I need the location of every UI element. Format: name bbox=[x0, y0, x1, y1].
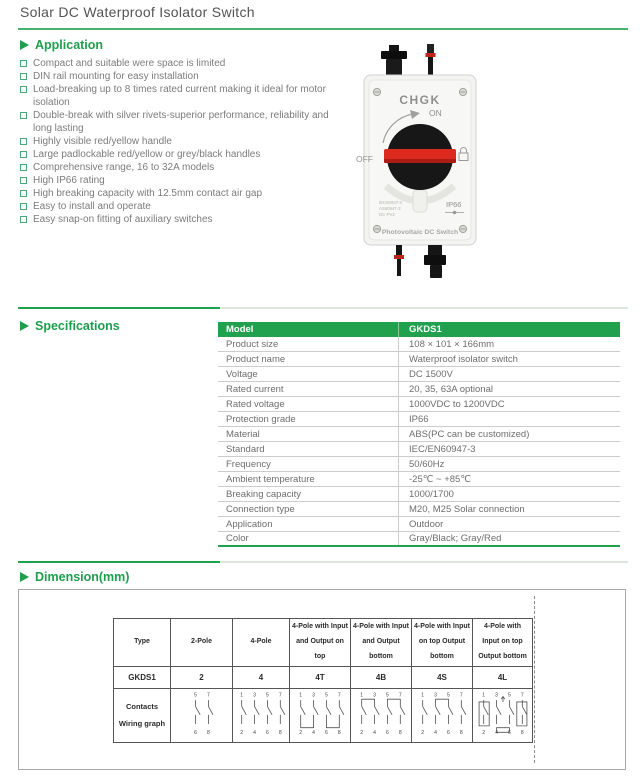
checkbox-icon bbox=[20, 164, 27, 171]
specifications-divider bbox=[18, 307, 628, 309]
svg-text:2: 2 bbox=[299, 730, 303, 736]
svg-text:5: 5 bbox=[325, 692, 328, 699]
dimension-model-cell: 2 bbox=[171, 667, 233, 689]
wiring-diagram-icon bbox=[477, 690, 529, 736]
application-item bbox=[20, 174, 342, 187]
dimension-heading-label: Dimension(mm) bbox=[35, 570, 130, 584]
spec-value: 108 × 101 × 166mm bbox=[398, 337, 620, 351]
wiring-cell bbox=[290, 689, 351, 743]
svg-text:2: 2 bbox=[481, 730, 485, 736]
application-item bbox=[20, 148, 342, 161]
spec-row bbox=[218, 472, 620, 487]
svg-text:7: 7 bbox=[520, 692, 524, 699]
application-item-text: Load-breaking up to 8 times rated current making it ideal for motor isolation bbox=[33, 84, 326, 108]
svg-text:1: 1 bbox=[240, 692, 244, 699]
dimension-column-header: 2-Pole bbox=[171, 619, 233, 667]
spec-value: DC 1500V bbox=[398, 367, 620, 381]
application-heading-label: Application bbox=[35, 38, 104, 52]
svg-text:6: 6 bbox=[447, 730, 450, 736]
svg-text:7: 7 bbox=[278, 692, 282, 699]
dimension-model-cell: GKDS1 bbox=[114, 667, 171, 689]
spec-label: Voltage bbox=[226, 368, 258, 380]
specifications-heading bbox=[20, 319, 120, 333]
application-item-text: Easy to install and operate bbox=[33, 201, 151, 212]
dimension-dashed-line bbox=[534, 596, 535, 763]
svg-text:5: 5 bbox=[447, 692, 450, 699]
cert-line-1: IEC60947-3 bbox=[379, 200, 402, 205]
dimension-model-cell: 4 bbox=[233, 667, 290, 689]
spec-row bbox=[218, 382, 620, 397]
svg-text:8: 8 bbox=[337, 730, 341, 736]
dimension-divider bbox=[18, 561, 628, 563]
spec-header-label: Model bbox=[226, 324, 254, 335]
section-arrow-icon bbox=[20, 321, 29, 331]
svg-text:7: 7 bbox=[398, 692, 402, 699]
dimension-column-header: 4-Pole bbox=[233, 619, 290, 667]
page-title: Solar DC Waterproof Isolator Switch bbox=[20, 4, 255, 20]
dimension-column-header: 4-Pole with Input and Output bottom bbox=[351, 619, 412, 667]
mc4-connector-top-left-icon bbox=[381, 45, 407, 76]
svg-text:1: 1 bbox=[421, 692, 425, 699]
spec-row bbox=[218, 352, 620, 367]
checkbox-icon bbox=[20, 138, 27, 145]
svg-text:6: 6 bbox=[507, 730, 511, 736]
svg-text:6: 6 bbox=[386, 730, 389, 736]
knob-handle-shadow bbox=[384, 159, 456, 163]
brand-label: CHGK bbox=[399, 93, 441, 107]
svg-text:8: 8 bbox=[206, 730, 210, 736]
spec-row bbox=[218, 457, 620, 472]
contacts-label-line1: Contacts bbox=[125, 702, 159, 711]
svg-text:3: 3 bbox=[494, 692, 498, 699]
checkbox-icon bbox=[20, 86, 27, 93]
wiring-cell bbox=[473, 689, 533, 743]
spec-value: -25℃ ~ +85℃ bbox=[398, 472, 620, 486]
spec-value: Gray/Black; Gray/Red bbox=[398, 532, 620, 545]
mc4-connector-bottom-right-icon bbox=[424, 245, 446, 278]
application-item-text: Easy snap-on fitting of auxiliary switches bbox=[33, 214, 213, 225]
svg-text:4: 4 bbox=[312, 730, 315, 736]
wiring-cell bbox=[171, 689, 233, 743]
dimension-column-header: Type bbox=[114, 619, 171, 667]
spec-value: ABS(PC can be customized) bbox=[398, 427, 620, 441]
spec-label: Product size bbox=[226, 338, 279, 350]
spec-header-value: GKDS1 bbox=[398, 322, 620, 337]
checkbox-icon bbox=[20, 112, 27, 119]
pv-connector-bottom-left-icon bbox=[394, 245, 404, 276]
spec-value: IEC/EN60947-3 bbox=[398, 442, 620, 456]
spec-row bbox=[218, 502, 620, 517]
contacts-label-line2: Wiring graph bbox=[118, 718, 166, 728]
svg-text:2: 2 bbox=[421, 730, 425, 736]
svg-text:7: 7 bbox=[459, 692, 463, 699]
svg-text:8: 8 bbox=[459, 730, 463, 736]
svg-text:3: 3 bbox=[253, 692, 256, 699]
ip66-label: IP66 bbox=[446, 200, 462, 209]
application-item bbox=[20, 161, 342, 174]
spec-label: Product name bbox=[226, 353, 286, 365]
svg-text:6: 6 bbox=[266, 730, 269, 736]
wiring-diagram-icon bbox=[294, 690, 346, 736]
checkbox-icon bbox=[20, 203, 27, 210]
svg-text:8: 8 bbox=[398, 730, 402, 736]
spec-row bbox=[218, 397, 620, 412]
spec-label: Protection grade bbox=[226, 413, 296, 425]
svg-text:3: 3 bbox=[312, 692, 315, 699]
svg-text:7: 7 bbox=[337, 692, 341, 699]
svg-text:4: 4 bbox=[373, 730, 376, 736]
wiring-diagram-icon bbox=[355, 690, 407, 736]
dimension-column-header: 4-Pole with Input on top Output bottom bbox=[473, 619, 533, 667]
svg-text:8: 8 bbox=[278, 730, 282, 736]
checkbox-icon bbox=[20, 73, 27, 80]
checkbox-icon bbox=[20, 216, 27, 223]
spec-value: 1000/1700 bbox=[398, 487, 620, 501]
spec-value: IP66 bbox=[398, 412, 620, 426]
wiring-cell bbox=[233, 689, 290, 743]
spec-header-row bbox=[218, 322, 620, 337]
application-item-text: High IP66 rating bbox=[33, 175, 105, 186]
product-image bbox=[350, 44, 518, 282]
application-item-text: DIN rail mounting for easy installation bbox=[33, 71, 199, 82]
spec-label: Breaking capacity bbox=[226, 488, 301, 500]
wiring-diagram-icon bbox=[235, 690, 287, 736]
title-divider bbox=[18, 28, 628, 30]
svg-text:5: 5 bbox=[507, 692, 511, 699]
spec-row bbox=[218, 367, 620, 382]
spec-label: Standard bbox=[226, 443, 265, 455]
svg-text:7: 7 bbox=[206, 692, 210, 699]
checkbox-icon bbox=[20, 190, 27, 197]
svg-text:1: 1 bbox=[481, 692, 485, 699]
application-item-text: Comprehensive range, 16 to 32A models bbox=[33, 162, 215, 173]
knob-stem bbox=[413, 190, 427, 212]
svg-text:8: 8 bbox=[520, 730, 524, 736]
spec-label: Connection type bbox=[226, 503, 295, 515]
spec-row bbox=[218, 412, 620, 427]
svg-text:5: 5 bbox=[193, 692, 197, 699]
dimension-model-cell: 4T bbox=[290, 667, 351, 689]
off-label: OFF bbox=[356, 154, 373, 164]
spec-label: Color bbox=[226, 533, 249, 544]
application-item bbox=[20, 83, 342, 109]
spec-row bbox=[218, 532, 620, 547]
spec-value: 1000VDC to 1200VDC bbox=[398, 397, 620, 411]
section-arrow-icon bbox=[20, 40, 29, 50]
on-label: ON bbox=[429, 108, 442, 118]
application-item bbox=[20, 213, 342, 226]
spec-label: Application bbox=[226, 518, 273, 530]
wiring-cell bbox=[412, 689, 473, 743]
wiring-diagram-icon bbox=[416, 690, 468, 736]
specifications-heading-label: Specifications bbox=[35, 319, 120, 333]
dimension-heading bbox=[20, 570, 129, 584]
dimension-model-cell: 4S bbox=[412, 667, 473, 689]
checkbox-icon bbox=[20, 60, 27, 67]
application-item-text: Large padlockable red/yellow or grey/black handles bbox=[33, 149, 261, 160]
wiring-cell bbox=[351, 689, 412, 743]
application-item-text: High breaking capacity with 12.5mm contact air gap bbox=[33, 188, 263, 199]
spec-value: Waterproof isolator switch bbox=[398, 352, 620, 366]
svg-text:4: 4 bbox=[253, 730, 256, 736]
dimension-table bbox=[113, 618, 533, 743]
svg-text:3: 3 bbox=[434, 692, 437, 699]
checkbox-icon bbox=[20, 151, 27, 158]
spec-label: Rated voltage bbox=[226, 398, 285, 410]
device-caption: Photovoltaic DC Switch bbox=[381, 229, 459, 236]
svg-text:4: 4 bbox=[434, 730, 437, 736]
spec-row bbox=[218, 517, 620, 532]
spec-value: Outdoor bbox=[398, 517, 620, 531]
application-item bbox=[20, 57, 342, 70]
application-item bbox=[20, 187, 342, 200]
application-item-text: Highly visible red/yellow handle bbox=[33, 136, 172, 147]
dimension-box bbox=[18, 589, 626, 770]
spec-row bbox=[218, 442, 620, 457]
svg-text:5: 5 bbox=[266, 692, 269, 699]
cert-line-2: AS60947-3 bbox=[379, 206, 401, 211]
dimension-header-row bbox=[114, 619, 533, 667]
dimension-model-row bbox=[114, 667, 533, 689]
spec-label: Ambient temperature bbox=[226, 473, 315, 485]
application-heading bbox=[20, 38, 103, 52]
svg-text:3: 3 bbox=[373, 692, 376, 699]
spec-row bbox=[218, 427, 620, 442]
specifications-table bbox=[218, 322, 620, 547]
wiring-diagram-icon bbox=[176, 690, 228, 736]
dimension-model-cell: 4B bbox=[351, 667, 412, 689]
spec-label: Frequency bbox=[226, 458, 271, 470]
svg-text:6: 6 bbox=[325, 730, 328, 736]
spec-row bbox=[218, 487, 620, 502]
spec-row bbox=[218, 337, 620, 352]
checkbox-icon bbox=[20, 177, 27, 184]
application-list bbox=[20, 57, 342, 226]
spec-value: M20, M25 Solar connection bbox=[398, 502, 620, 516]
svg-text:6: 6 bbox=[193, 730, 197, 736]
spec-value: 50/60Hz bbox=[398, 457, 620, 471]
cert-line-3: DC-PV2 bbox=[379, 212, 395, 217]
spec-label: Rated current bbox=[226, 383, 284, 395]
svg-text:2: 2 bbox=[360, 730, 364, 736]
svg-text:1: 1 bbox=[360, 692, 364, 699]
dimension-model-cell: 4L bbox=[473, 667, 533, 689]
section-arrow-icon bbox=[20, 572, 29, 582]
application-item-text: Compact and suitable were space is limited bbox=[33, 58, 226, 69]
dimension-contacts-row bbox=[114, 689, 533, 743]
svg-text:5: 5 bbox=[386, 692, 389, 699]
application-item bbox=[20, 135, 342, 148]
svg-text:1: 1 bbox=[299, 692, 303, 699]
spec-label: Material bbox=[226, 428, 260, 440]
application-item bbox=[20, 109, 342, 135]
pv-connector-top-right-icon bbox=[426, 44, 436, 76]
application-item bbox=[20, 70, 342, 83]
svg-text:4: 4 bbox=[494, 730, 498, 736]
application-item-text: Double-break with silver rivets-superior performance, reliability and long lasting bbox=[33, 110, 329, 134]
svg-text:2: 2 bbox=[240, 730, 244, 736]
dimension-column-header: 4-Pole with Input on top Output bottom bbox=[412, 619, 473, 667]
application-item bbox=[20, 200, 342, 213]
spec-value: 20, 35, 63A optional bbox=[398, 382, 620, 396]
dimension-column-header: 4-Pole with Input and Output on top bbox=[290, 619, 351, 667]
